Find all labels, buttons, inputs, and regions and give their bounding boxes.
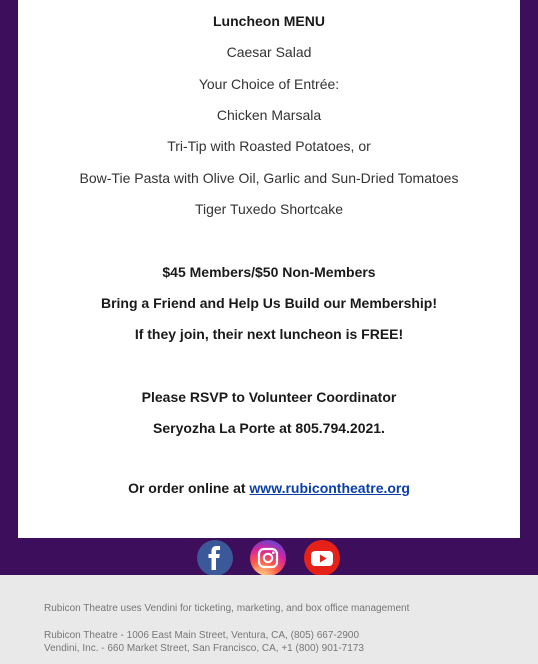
menu-item: Tri-Tip with Roasted Potatoes, or <box>167 138 371 154</box>
menu-item: Chicken Marsala <box>216 107 322 123</box>
menu-item: Caesar Salad <box>226 44 312 60</box>
youtube-icon[interactable] <box>304 540 340 576</box>
menu-heading: Luncheon MENU <box>213 13 325 29</box>
promo-text: Bring a Friend and Help Us Build our Membership! <box>100 295 438 311</box>
promo-text: If they join, their next luncheon is FREE! <box>134 326 404 342</box>
instagram-icon[interactable] <box>250 540 286 576</box>
order-online-text <box>18 479 520 497</box>
email-content-card <box>18 0 520 538</box>
facebook-icon[interactable] <box>197 540 233 576</box>
menu-item: Your Choice of Entrée: <box>198 76 340 92</box>
social-bar <box>0 538 538 575</box>
footer-vendor-text: Rubicon Theatre uses Vendini for ticketing, marketing, and box office management <box>44 603 410 614</box>
footer <box>0 575 538 664</box>
footer-address: Rubicon Theatre - 1006 East Main Street, Ventura, CA, (805) 667-2900 <box>44 630 359 641</box>
rsvp-text: Please RSVP to Volunteer Coordinator <box>141 389 397 405</box>
menu-item: Bow-Tie Pasta with Olive Oil, Garlic and Sun-Dried Tomatoes <box>79 170 459 186</box>
price-text: $45 Members/$50 Non-Members <box>162 264 376 280</box>
rsvp-text: Seryozha La Porte at 805.794.2021. <box>153 420 385 436</box>
menu-item: Tiger Tuxedo Shortcake <box>194 201 344 217</box>
website-link[interactable]: www.rubicontheatre.org <box>249 480 410 496</box>
order-prefix: Or order online at <box>128 480 250 496</box>
footer-address: Vendini, Inc. - 660 Market Street, San Francisco, CA, +1 (800) 901-7173 <box>44 643 364 654</box>
